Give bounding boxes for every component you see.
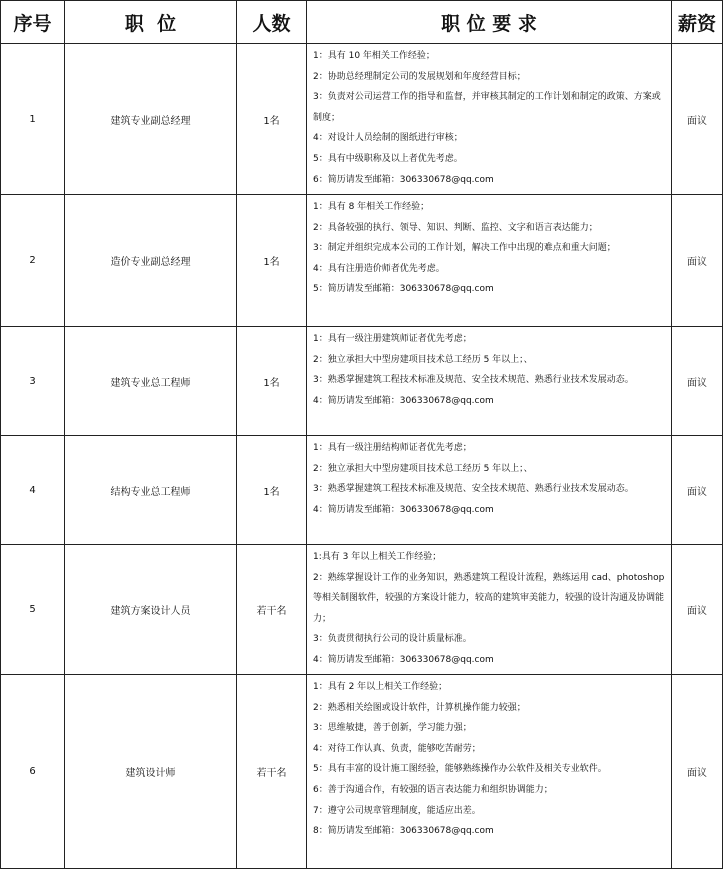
row-count: 1名: [237, 44, 307, 195]
requirement-item: 2：独立承担大中型房建项目技术总工经历 5 年以上；、: [313, 463, 533, 474]
row-seq: 5: [1, 545, 65, 675]
requirement-item: 6：善于沟通合作，有较强的语言表达能力和组织协调能力；: [313, 784, 553, 795]
requirement-item: 1：具有一级注册建筑师证者优先考虑；: [313, 334, 472, 344]
requirement-item: 2：协助总经理制定公司的发展规划和年度经营目标；: [313, 71, 526, 82]
requirement-item: 5：具有丰富的设计施工图经验，能够熟练操作办公软件及相关专业软件。: [313, 764, 607, 775]
row-position: 造价专业副总经理: [65, 195, 237, 327]
requirement-item: 4：对设计人员绘制的图纸进行审核；: [313, 133, 463, 144]
row-requirements: [307, 436, 672, 545]
requirement-item: 4：简历请发至邮箱：306330678@qq.com: [313, 654, 494, 665]
requirement-item: 4：简历请发至邮箱：306330678@qq.com: [313, 395, 494, 406]
row-position: 建筑专业副总经理: [65, 44, 237, 195]
table-row: [1, 195, 723, 327]
requirement-item: 5：简历请发至邮箱：306330678@qq.com: [313, 284, 494, 295]
table-row: [1, 327, 723, 436]
requirement-item: 1：具有一级注册结构师证者优先考虑；: [313, 443, 472, 453]
row-count: 1名: [237, 195, 307, 327]
header-requirements: 职 位 要 求: [307, 1, 672, 44]
requirement-item: 3：思维敏捷，善于创新，学习能力强；: [313, 723, 472, 734]
table-row: [1, 545, 723, 675]
row-seq: 1: [1, 44, 65, 195]
row-salary: 面议: [672, 675, 723, 869]
row-requirements: [307, 195, 672, 327]
table-row: [1, 44, 723, 195]
row-count: 若干名: [237, 675, 307, 869]
header-count: 人数: [237, 1, 307, 44]
requirement-item: 3：负责贯彻执行公司的设计质量标准。: [313, 634, 472, 645]
requirement-item: 4：简历请发至邮箱：306330678@qq.com: [313, 504, 494, 515]
row-count: 1名: [237, 327, 307, 436]
header-position: 职 位: [65, 1, 237, 44]
row-requirements: [307, 545, 672, 675]
row-count: 1名: [237, 436, 307, 545]
header-row: [1, 1, 723, 44]
table-row: [1, 675, 723, 869]
row-position: 建筑方案设计人员: [65, 545, 237, 675]
requirement-item: 2：熟悉相关绘图或设计软件，计算机操作能力较强；: [313, 702, 526, 713]
row-seq: 2: [1, 195, 65, 327]
requirement-item: 6：简历请发至邮箱：306330678@qq.com: [313, 174, 494, 185]
table-row: [1, 436, 723, 545]
requirement-item: 3：熟悉掌握建筑工程技术标准及规范、安全技术规范、熟悉行业技术发展动态。: [313, 375, 634, 386]
row-requirements: [307, 44, 672, 195]
header-salary: 薪资: [672, 1, 723, 44]
row-salary: 面议: [672, 545, 723, 675]
row-position: 结构专业总工程师: [65, 436, 237, 545]
requirement-item: 3：负责对公司运营工作的指导和监督，并审核其制定的工作计划和制定的政策、方案或制度；: [313, 92, 661, 123]
row-requirements: [307, 327, 672, 436]
requirement-item: 3：制定并组织完成本公司的工作计划，解决工作中出现的难点和重大问题；: [313, 243, 616, 254]
row-salary: 面议: [672, 195, 723, 327]
requirement-item: 1:具有 3 年以上相关工作经验；: [313, 552, 442, 562]
requirement-item: 8：简历请发至邮箱：306330678@qq.com: [313, 826, 494, 837]
requirement-item: 2：熟练掌握设计工作的业务知识，熟悉建筑工程设计流程，熟练运用 cad、photoshop 等相关制图软件，较强的方案设计能力，较高的建筑审美能力，较强的设计沟通及协调能力；: [313, 572, 665, 624]
requirement-item: 3：熟悉掌握建筑工程技术标准及规范、安全技术规范、熟悉行业技术发展动态。: [313, 484, 634, 495]
requirement-item: 1：具有 10 年相关工作经验；: [313, 51, 435, 61]
requirement-item: 2：具备较强的执行、领导、知识、判断、监控、文字和语言表达能力；: [313, 222, 598, 233]
row-salary: 面议: [672, 436, 723, 545]
requirement-item: 2：独立承担大中型房建项目技术总工经历 5 年以上；、: [313, 354, 533, 365]
row-salary: 面议: [672, 327, 723, 436]
requirement-item: 1：具有 2 年以上相关工作经验；: [313, 682, 448, 692]
row-seq: 3: [1, 327, 65, 436]
requirement-item: 4：具有注册造价师者优先考虑。: [313, 263, 445, 274]
requirement-item: 7：遵守公司规章管理制度，能适应出差。: [313, 805, 481, 816]
requirement-item: 5：具有中级职称及以上者优先考虑。: [313, 153, 463, 164]
row-count: 若干名: [237, 545, 307, 675]
requirement-item: 1：具有 8 年相关工作经验；: [313, 202, 430, 212]
row-requirements: [307, 675, 672, 869]
row-position: 建筑专业总工程师: [65, 327, 237, 436]
header-seq: 序号: [1, 1, 65, 44]
row-salary: 面议: [672, 44, 723, 195]
row-position: 建筑设计师: [65, 675, 237, 869]
row-seq: 4: [1, 436, 65, 545]
row-seq: 6: [1, 675, 65, 869]
requirement-item: 4：对待工作认真、负责，能够吃苦耐劳；: [313, 743, 481, 754]
